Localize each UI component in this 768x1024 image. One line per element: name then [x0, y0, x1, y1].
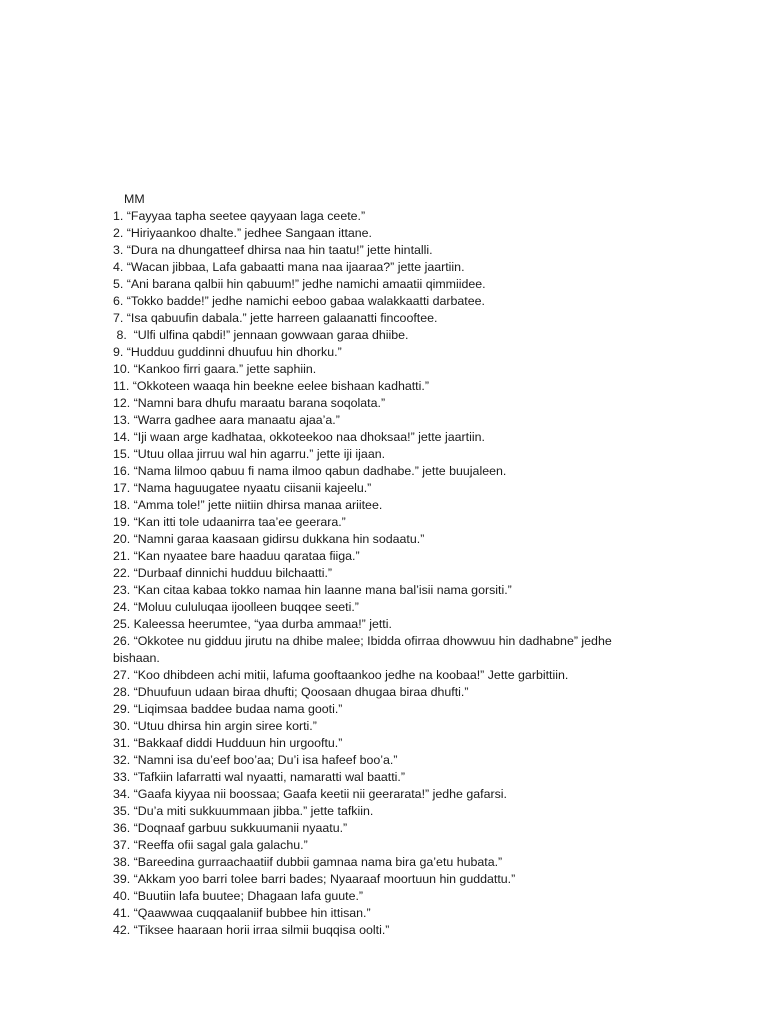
proverb-line: 7. “Isa qabuufin dabala.” jette harreen galaanatti fincooftee. [113, 311, 438, 325]
proverb-line: 29. “Liqimsaa baddee budaa nama gooti.” [113, 702, 343, 716]
proverb-line: 27. “Koo dhibdeen achi mitii, lafuma gooftaankoo jedhe na koobaa!” Jette garbittiin. [113, 668, 569, 682]
proverb-line: 17. “Nama haguugatee nyaatu ciisanii kajeelu.” [113, 481, 372, 495]
proverb-line: 19. “Kan itti tole udaanirra taa’ee geerara.” [113, 515, 346, 529]
proverb-line: 36. “Doqnaaf garbuu sukkuumanii nyaatu.” [113, 821, 348, 835]
proverb-line: 34. “Gaafa kiyyaa nii boossaa; Gaafa keetii nii geerarata!” jedhe gafarsi. [113, 787, 507, 801]
proverb-line: 26. “Okkotee nu gidduu jirutu na dhibe malee; Ibidda ofirraa dhowwuu hin dadhabne” jedhe bishaan. [113, 634, 612, 665]
document-title: MM [124, 192, 145, 206]
proverb-line: 37. “Reeffa ofii sagal gala galachu.” [113, 838, 308, 852]
proverb-line: 14. “Iji waan arge kadhataa, okkoteekoo naa dhoksaa!” jette jaartiin. [113, 430, 485, 444]
proverb-line: 22. “Durbaaf dinnichi hudduu bilchaatti.” [113, 566, 333, 580]
proverb-line: 18. “Amma tole!” jette niitiin dhirsa manaa ariitee. [113, 498, 383, 512]
proverb-line: 16. “Nama lilmoo qabuu fi nama ilmoo qabun dadhabe.” jette buujaleen. [113, 464, 507, 478]
proverb-line: 1. “Fayyaa tapha seetee qayyaan laga ceete.” [113, 209, 366, 223]
proverb-line: 38. “Bareedina gurraachaatiif dubbii gamnaa nama bira ga’etu hubata.” [113, 855, 503, 869]
proverb-line: 5. “Ani barana qalbii hin qabuum!” jedhe namichi amaatii qimmiidee. [113, 277, 486, 291]
proverb-line: 8. “Ulfi ulfina qabdi!” jennaan gowwaan garaa dhiibe. [113, 328, 409, 342]
proverb-line: 39. “Akkam yoo barri tolee barri bades; Nyaaraaf moortuun hin guddattu.” [113, 872, 516, 886]
proverb-line: 21. “Kan nyaatee bare haaduu qarataa fiiga.” [113, 549, 360, 563]
proverb-line: 2. “Hiriyaankoo dhalte.” jedhee Sangaan ittane. [113, 226, 372, 240]
proverb-line: 31. “Bakkaaf diddi Hudduun hin urgooftu.” [113, 736, 343, 750]
proverb-line: 10. “Kankoo firri gaara.” jette saphiin. [113, 362, 317, 376]
proverb-line: 28. “Dhuufuun udaan biraa dhufti; Qoosaan dhugaa biraa dhufti.” [113, 685, 469, 699]
proverb-line: 41. “Qaawwaa cuqqaalaniif bubbee hin ittisan.” [113, 906, 371, 920]
proverb-line: 40. “Buutiin lafa buutee; Dhagaan lafa guute.” [113, 889, 364, 903]
proverb-line: 9. “Hudduu guddinni dhuufuu hin dhorku.” [113, 345, 342, 359]
proverb-line: 6. “Tokko badde!” jedhe namichi eeboo gabaa walakkaatti darbatee. [113, 294, 485, 308]
proverb-line: 15. “Utuu ollaa jirruu wal hin agarru.” jette iji ijaan. [113, 447, 386, 461]
proverb-line: 4. “Wacan jibbaa, Lafa gabaatti mana naa ijaaraa?” jette jaartiin. [113, 260, 465, 274]
proverb-line: 11. “Okkoteen waaqa hin beekne eelee bishaan kadhatti.” [113, 379, 429, 393]
document-body [113, 191, 643, 939]
proverb-line: 35. “Du’a miti sukkuummaan jibba.” jette tafkiin. [113, 804, 374, 818]
proverb-line: 32. “Namni isa du’eef boo’aa; Du’i isa hafeef boo’a.” [113, 753, 398, 767]
proverb-line: 13. “Warra gadhee aara manaatu ajaa’a.” [113, 413, 340, 427]
proverb-line: 12. “Namni bara dhufu maraatu barana soqolata.” [113, 396, 386, 410]
proverb-line: 3. “Dura na dhungatteef dhirsa naa hin taatu!” jette hintalli. [113, 243, 433, 257]
proverb-list [113, 208, 643, 939]
proverb-line: 25. Kaleessa heerumtee, “yaa durba ammaa!” jetti. [113, 617, 392, 631]
proverb-line: 33. “Tafkiin lafarratti wal nyaatti, namaratti wal baatti.” [113, 770, 405, 784]
proverb-line: 42. “Tiksee haaraan horii irraa silmii buqqisa oolti.” [113, 923, 390, 937]
proverb-line: 30. “Utuu dhirsa hin argin siree korti.” [113, 719, 317, 733]
proverb-line: 20. “Namni garaa kaasaan gidirsu dukkana hin sodaatu.” [113, 532, 425, 546]
proverb-line: 23. “Kan citaa kabaa tokko namaa hin laanne mana bal’isii nama gorsiti.” [113, 583, 512, 597]
proverb-line: 24. “Moluu cululuqaa ijoolleen buqqee seeti.” [113, 600, 359, 614]
